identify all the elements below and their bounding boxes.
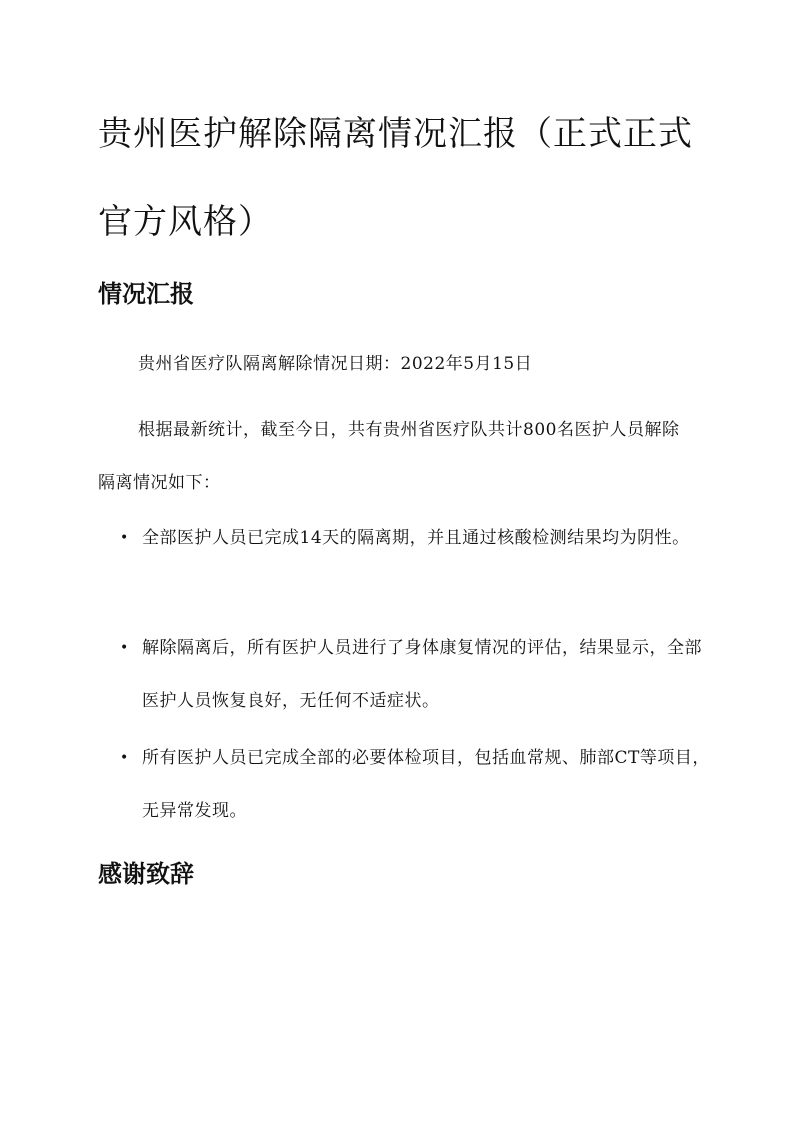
intro-paragraph: 根据最新统计，截至今日，共有贵州省医疗队共计800名医护人员解除隔离情况如下： — [98, 420, 680, 493]
list-item — [120, 732, 716, 838]
list-item — [120, 622, 716, 728]
list-item-text: 所有医护人员已完成全部的必要体检项目，包括血常规、肺部CT等项目，无异常发现。 — [142, 748, 710, 821]
section-heading-thanks: 感谢致辞 — [98, 860, 194, 888]
date-paragraph: 贵州省医疗队隔离解除情况日期：2022年5月15日 — [138, 354, 533, 374]
list-item — [120, 512, 716, 565]
list-item-text: 解除隔离后，所有医护人员进行了身体康复情况的评估，结果显示，全部医护人员恢复良好，无任何不适症状。 — [142, 638, 702, 711]
document-title: 贵州医护解除隔离情况汇报（正式正式官方风格） — [98, 114, 693, 242]
bullet-icon: • — [120, 640, 129, 656]
list-item-text: 全部医护人员已完成14天的隔离期，并且通过核酸检测结果均为阴性。 — [142, 528, 690, 548]
bullet-icon: • — [120, 530, 129, 546]
section-heading-report: 情况汇报 — [98, 280, 194, 308]
bullet-icon: • — [120, 750, 129, 766]
